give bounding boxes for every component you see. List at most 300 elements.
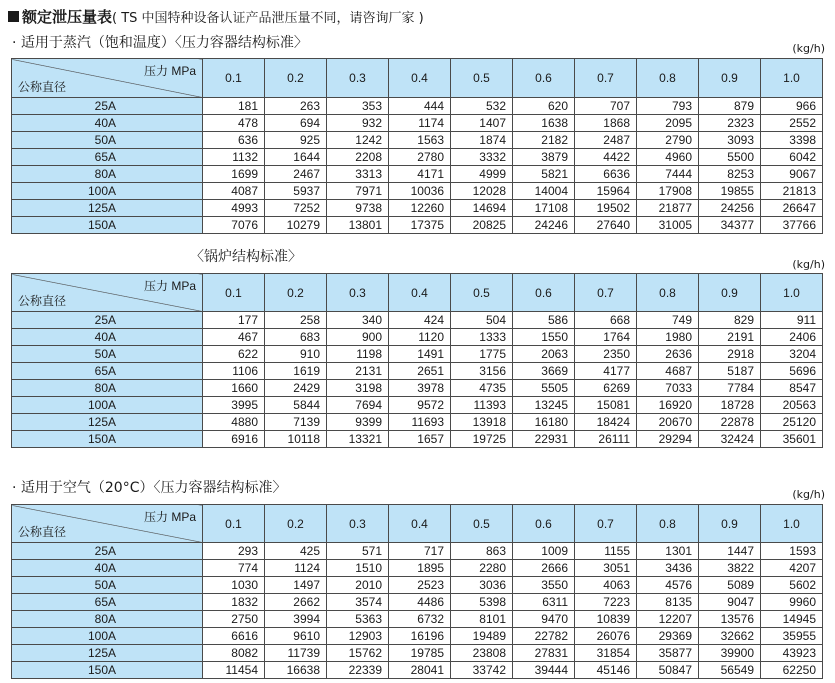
diameter-label: 100A bbox=[12, 397, 203, 414]
flow-value-cell: 5696 bbox=[761, 363, 823, 380]
flow-value-cell: 5363 bbox=[327, 611, 389, 628]
table-row bbox=[12, 543, 823, 560]
flow-value-cell: 3051 bbox=[575, 560, 637, 577]
diameter-label: 80A bbox=[12, 166, 203, 183]
flow-value-cell: 2666 bbox=[513, 560, 575, 577]
table-row bbox=[12, 132, 823, 149]
flow-value-cell: 2662 bbox=[265, 594, 327, 611]
pressure-header: 0.4 bbox=[389, 274, 451, 312]
flow-value-cell: 4993 bbox=[203, 200, 265, 217]
table-row bbox=[12, 662, 823, 679]
flow-value-cell: 12028 bbox=[451, 183, 513, 200]
flow-value-cell: 2406 bbox=[761, 329, 823, 346]
flow-value-cell: 4735 bbox=[451, 380, 513, 397]
pressure-header: 0.7 bbox=[575, 59, 637, 98]
table-row bbox=[12, 397, 823, 414]
flow-value-cell: 6916 bbox=[203, 431, 265, 448]
unit-label: (kg/h) bbox=[792, 42, 825, 55]
flow-value-cell: 863 bbox=[451, 543, 513, 560]
pressure-axis-label: 压力 MPa bbox=[143, 279, 196, 293]
table-row bbox=[12, 645, 823, 662]
diameter-label: 80A bbox=[12, 380, 203, 397]
pressure-header: 0.3 bbox=[327, 505, 389, 543]
flow-value-cell: 879 bbox=[699, 98, 761, 115]
flow-value-cell: 620 bbox=[513, 98, 575, 115]
flow-value-cell: 39900 bbox=[699, 645, 761, 662]
flow-value-cell: 353 bbox=[327, 98, 389, 115]
flow-value-cell: 5505 bbox=[513, 380, 575, 397]
flow-value-cell: 56549 bbox=[699, 662, 761, 679]
flow-value-cell: 910 bbox=[265, 346, 327, 363]
flow-value-cell: 26647 bbox=[761, 200, 823, 217]
table-row bbox=[12, 611, 823, 628]
flow-value-cell: 26076 bbox=[575, 628, 637, 645]
flow-value-cell: 2182 bbox=[513, 132, 575, 149]
flow-value-cell: 9572 bbox=[389, 397, 451, 414]
flow-value-cell: 3398 bbox=[761, 132, 823, 149]
flow-value-cell: 26111 bbox=[575, 431, 637, 448]
diameter-label: 80A bbox=[12, 611, 203, 628]
diameter-label: 50A bbox=[12, 346, 203, 363]
diameter-label: 25A bbox=[12, 312, 203, 329]
flow-value-cell: 4960 bbox=[637, 149, 699, 166]
flow-value-cell: 1550 bbox=[513, 329, 575, 346]
diameter-axis-label: 公称直径 bbox=[18, 294, 67, 308]
flow-value-cell: 50847 bbox=[637, 662, 699, 679]
flow-value-cell: 3995 bbox=[203, 397, 265, 414]
flow-value-cell: 4422 bbox=[575, 149, 637, 166]
flow-value-cell: 1593 bbox=[761, 543, 823, 560]
flow-value-cell: 5821 bbox=[513, 166, 575, 183]
flow-value-cell: 478 bbox=[203, 115, 265, 132]
flow-value-cell: 2208 bbox=[327, 149, 389, 166]
flow-value-cell: 25120 bbox=[761, 414, 823, 431]
flow-value-cell: 10279 bbox=[265, 217, 327, 234]
flow-value-cell: 27640 bbox=[575, 217, 637, 234]
flow-value-cell: 258 bbox=[265, 312, 327, 329]
flow-value-cell: 24256 bbox=[699, 200, 761, 217]
flow-value-cell: 28041 bbox=[389, 662, 451, 679]
flow-value-cell: 425 bbox=[265, 543, 327, 560]
flow-value-cell: 32424 bbox=[699, 431, 761, 448]
table-row bbox=[12, 577, 823, 594]
flow-value-cell: 15081 bbox=[575, 397, 637, 414]
flow-value-cell: 13321 bbox=[327, 431, 389, 448]
diameter-label: 100A bbox=[12, 183, 203, 200]
flow-value-cell: 444 bbox=[389, 98, 451, 115]
flow-value-cell: 1030 bbox=[203, 577, 265, 594]
flow-value-cell: 11393 bbox=[451, 397, 513, 414]
pressure-header: 0.6 bbox=[513, 59, 575, 98]
flow-value-cell: 829 bbox=[699, 312, 761, 329]
flow-value-cell: 3204 bbox=[761, 346, 823, 363]
flow-value-cell: 9470 bbox=[513, 611, 575, 628]
flow-value-cell: 1895 bbox=[389, 560, 451, 577]
diameter-label: 150A bbox=[12, 431, 203, 448]
flow-value-cell: 16638 bbox=[265, 662, 327, 679]
pressure-axis-label: 压力 MPa bbox=[143, 510, 196, 524]
pressure-header: 0.2 bbox=[265, 274, 327, 312]
diameter-label: 65A bbox=[12, 149, 203, 166]
flow-value-cell: 34377 bbox=[699, 217, 761, 234]
flow-value-cell: 39444 bbox=[513, 662, 575, 679]
boiler-caption: 〈锅炉结构标准〉 bbox=[190, 249, 302, 265]
flow-value-cell: 532 bbox=[451, 98, 513, 115]
flow-value-cell: 1832 bbox=[203, 594, 265, 611]
flow-value-cell: 181 bbox=[203, 98, 265, 115]
flow-value-cell: 3156 bbox=[451, 363, 513, 380]
flow-value-cell: 717 bbox=[389, 543, 451, 560]
pressure-header: 0.2 bbox=[265, 505, 327, 543]
flow-value-cell: 27831 bbox=[513, 645, 575, 662]
flow-value-cell: 20670 bbox=[637, 414, 699, 431]
flow-value-cell: 2636 bbox=[637, 346, 699, 363]
table-row bbox=[12, 414, 823, 431]
flow-value-cell: 6636 bbox=[575, 166, 637, 183]
diameter-label: 65A bbox=[12, 594, 203, 611]
flow-value-cell: 7784 bbox=[699, 380, 761, 397]
flow-value-cell: 18424 bbox=[575, 414, 637, 431]
pressure-header: 0.8 bbox=[637, 59, 699, 98]
flow-value-cell: 707 bbox=[575, 98, 637, 115]
table-row bbox=[12, 312, 823, 329]
flow-value-cell: 1242 bbox=[327, 132, 389, 149]
flow-value-cell: 2350 bbox=[575, 346, 637, 363]
flow-value-cell: 9738 bbox=[327, 200, 389, 217]
diameter-label: 40A bbox=[12, 115, 203, 132]
flow-value-cell: 3332 bbox=[451, 149, 513, 166]
flow-value-cell: 2651 bbox=[389, 363, 451, 380]
flow-value-cell: 6042 bbox=[761, 149, 823, 166]
flow-value-cell: 4177 bbox=[575, 363, 637, 380]
flow-value-cell: 340 bbox=[327, 312, 389, 329]
flow-value-cell: 16920 bbox=[637, 397, 699, 414]
flow-value-cell: 3198 bbox=[327, 380, 389, 397]
flow-value-cell: 622 bbox=[203, 346, 265, 363]
flow-value-cell: 35955 bbox=[761, 628, 823, 645]
flow-value-cell: 1132 bbox=[203, 149, 265, 166]
flow-value-cell: 1699 bbox=[203, 166, 265, 183]
flow-value-cell: 1980 bbox=[637, 329, 699, 346]
flow-value-cell: 749 bbox=[637, 312, 699, 329]
unit-label: (kg/h) bbox=[792, 488, 825, 501]
diameter-label: 25A bbox=[12, 98, 203, 115]
flow-value-cell: 3436 bbox=[637, 560, 699, 577]
flow-value-cell: 2523 bbox=[389, 577, 451, 594]
flow-value-cell: 925 bbox=[265, 132, 327, 149]
diameter-label: 65A bbox=[12, 363, 203, 380]
table-row bbox=[12, 594, 823, 611]
steam-boiler-table bbox=[11, 273, 823, 448]
air-vessel-table bbox=[11, 504, 823, 679]
flow-value-cell: 13918 bbox=[451, 414, 513, 431]
pressure-header: 0.5 bbox=[451, 274, 513, 312]
flow-value-cell: 14945 bbox=[761, 611, 823, 628]
flow-value-cell: 1198 bbox=[327, 346, 389, 363]
flow-value-cell: 17108 bbox=[513, 200, 575, 217]
flow-value-cell: 24246 bbox=[513, 217, 575, 234]
flow-value-cell: 19502 bbox=[575, 200, 637, 217]
flow-value-cell: 8135 bbox=[637, 594, 699, 611]
flow-value-cell: 2280 bbox=[451, 560, 513, 577]
flow-value-cell: 10036 bbox=[389, 183, 451, 200]
flow-value-cell: 9047 bbox=[699, 594, 761, 611]
flow-value-cell: 9960 bbox=[761, 594, 823, 611]
pressure-header: 0.1 bbox=[203, 505, 265, 543]
steam-vessel-table bbox=[11, 58, 823, 234]
flow-value-cell: 2191 bbox=[699, 329, 761, 346]
flow-value-cell: 2095 bbox=[637, 115, 699, 132]
flow-value-cell: 4486 bbox=[389, 594, 451, 611]
table-row bbox=[12, 560, 823, 577]
flow-value-cell: 3669 bbox=[513, 363, 575, 380]
flow-value-cell: 22878 bbox=[699, 414, 761, 431]
flow-value-cell: 1510 bbox=[327, 560, 389, 577]
flow-value-cell: 19489 bbox=[451, 628, 513, 645]
flow-value-cell: 20825 bbox=[451, 217, 513, 234]
flow-value-cell: 21813 bbox=[761, 183, 823, 200]
air-vessel-caption: · 适用于空气（20°C）〈压力容器结构标准〉 bbox=[12, 480, 287, 496]
flow-value-cell: 2552 bbox=[761, 115, 823, 132]
diameter-axis-label: 公称直径 bbox=[18, 525, 67, 539]
flow-value-cell: 13801 bbox=[327, 217, 389, 234]
pressure-header: 1.0 bbox=[761, 505, 823, 543]
flow-value-cell: 2750 bbox=[203, 611, 265, 628]
flow-value-cell: 35877 bbox=[637, 645, 699, 662]
diameter-label: 125A bbox=[12, 414, 203, 431]
flow-value-cell: 16196 bbox=[389, 628, 451, 645]
flow-value-cell: 1333 bbox=[451, 329, 513, 346]
flow-value-cell: 4087 bbox=[203, 183, 265, 200]
flow-value-cell: 21877 bbox=[637, 200, 699, 217]
flow-value-cell: 14694 bbox=[451, 200, 513, 217]
flow-value-cell: 22339 bbox=[327, 662, 389, 679]
flow-value-cell: 8101 bbox=[451, 611, 513, 628]
flow-value-cell: 7139 bbox=[265, 414, 327, 431]
unit-label: (kg/h) bbox=[792, 258, 825, 271]
flow-value-cell: 23808 bbox=[451, 645, 513, 662]
pressure-header: 0.5 bbox=[451, 505, 513, 543]
corner-header bbox=[12, 505, 203, 543]
flow-value-cell: 4687 bbox=[637, 363, 699, 380]
heading-text: 额定泄压量表 bbox=[22, 8, 113, 26]
flow-value-cell: 14004 bbox=[513, 183, 575, 200]
flow-value-cell: 1638 bbox=[513, 115, 575, 132]
diameter-label: 40A bbox=[12, 560, 203, 577]
flow-value-cell: 900 bbox=[327, 329, 389, 346]
flow-value-cell: 1491 bbox=[389, 346, 451, 363]
flow-value-cell: 19855 bbox=[699, 183, 761, 200]
flow-value-cell: 2790 bbox=[637, 132, 699, 149]
flow-value-cell: 911 bbox=[761, 312, 823, 329]
pressure-header: 0.7 bbox=[575, 274, 637, 312]
pressure-header: 0.1 bbox=[203, 59, 265, 98]
flow-value-cell: 177 bbox=[203, 312, 265, 329]
flow-value-cell: 2131 bbox=[327, 363, 389, 380]
flow-value-cell: 4999 bbox=[451, 166, 513, 183]
flow-value-cell: 7694 bbox=[327, 397, 389, 414]
flow-value-cell: 12260 bbox=[389, 200, 451, 217]
pressure-header: 0.9 bbox=[699, 505, 761, 543]
flow-value-cell: 12207 bbox=[637, 611, 699, 628]
flow-value-cell: 11454 bbox=[203, 662, 265, 679]
table-row bbox=[12, 115, 823, 132]
pressure-header: 1.0 bbox=[761, 59, 823, 98]
flow-value-cell: 636 bbox=[203, 132, 265, 149]
flow-value-cell: 1009 bbox=[513, 543, 575, 560]
flow-value-cell: 2010 bbox=[327, 577, 389, 594]
flow-value-cell: 5844 bbox=[265, 397, 327, 414]
pressure-axis-label: 压力 MPa bbox=[143, 64, 196, 78]
flow-value-cell: 5500 bbox=[699, 149, 761, 166]
pressure-header: 0.8 bbox=[637, 274, 699, 312]
flow-value-cell: 45146 bbox=[575, 662, 637, 679]
diameter-label: 125A bbox=[12, 200, 203, 217]
flow-value-cell: 5089 bbox=[699, 577, 761, 594]
pressure-header: 0.9 bbox=[699, 274, 761, 312]
flow-value-cell: 2918 bbox=[699, 346, 761, 363]
pressure-header: 0.4 bbox=[389, 505, 451, 543]
diameter-label: 25A bbox=[12, 543, 203, 560]
pressure-header: 0.9 bbox=[699, 59, 761, 98]
flow-value-cell: 5602 bbox=[761, 577, 823, 594]
pressure-header: 0.3 bbox=[327, 59, 389, 98]
flow-value-cell: 29369 bbox=[637, 628, 699, 645]
heading-note: ( TS 中国特种设备认证产品泄压量不同，请咨询厂家 ) bbox=[112, 11, 424, 26]
pressure-header: 0.5 bbox=[451, 59, 513, 98]
flow-value-cell: 2467 bbox=[265, 166, 327, 183]
flow-value-cell: 11739 bbox=[265, 645, 327, 662]
flow-value-cell: 6269 bbox=[575, 380, 637, 397]
flow-value-cell: 5937 bbox=[265, 183, 327, 200]
table-row bbox=[12, 98, 823, 115]
flow-value-cell: 19785 bbox=[389, 645, 451, 662]
flow-value-cell: 1868 bbox=[575, 115, 637, 132]
flow-value-cell: 1563 bbox=[389, 132, 451, 149]
diameter-label: 150A bbox=[12, 217, 203, 234]
flow-value-cell: 18728 bbox=[699, 397, 761, 414]
diameter-label: 125A bbox=[12, 645, 203, 662]
flow-value-cell: 13245 bbox=[513, 397, 575, 414]
flow-value-cell: 22782 bbox=[513, 628, 575, 645]
diameter-label: 150A bbox=[12, 662, 203, 679]
flow-value-cell: 35601 bbox=[761, 431, 823, 448]
flow-value-cell: 1120 bbox=[389, 329, 451, 346]
pressure-header: 1.0 bbox=[761, 274, 823, 312]
table-row bbox=[12, 183, 823, 200]
flow-value-cell: 3994 bbox=[265, 611, 327, 628]
flow-value-cell: 8253 bbox=[699, 166, 761, 183]
flow-value-cell: 7033 bbox=[637, 380, 699, 397]
flow-value-cell: 1619 bbox=[265, 363, 327, 380]
pressure-header: 0.6 bbox=[513, 505, 575, 543]
flow-value-cell: 5187 bbox=[699, 363, 761, 380]
flow-value-cell: 424 bbox=[389, 312, 451, 329]
flow-value-cell: 10118 bbox=[265, 431, 327, 448]
flow-value-cell: 2429 bbox=[265, 380, 327, 397]
flow-value-cell: 62250 bbox=[761, 662, 823, 679]
diameter-label: 40A bbox=[12, 329, 203, 346]
flow-value-cell: 3879 bbox=[513, 149, 575, 166]
flow-value-cell: 3313 bbox=[327, 166, 389, 183]
flow-value-cell: 19725 bbox=[451, 431, 513, 448]
flow-value-cell: 7444 bbox=[637, 166, 699, 183]
flow-value-cell: 4576 bbox=[637, 577, 699, 594]
flow-value-cell: 7252 bbox=[265, 200, 327, 217]
flow-value-cell: 2487 bbox=[575, 132, 637, 149]
flow-value-cell: 1660 bbox=[203, 380, 265, 397]
flow-value-cell: 1301 bbox=[637, 543, 699, 560]
square-bullet-icon bbox=[8, 11, 19, 22]
flow-value-cell: 7971 bbox=[327, 183, 389, 200]
pressure-header: 0.7 bbox=[575, 505, 637, 543]
table-row bbox=[12, 346, 823, 363]
flow-value-cell: 12903 bbox=[327, 628, 389, 645]
flow-value-cell: 9399 bbox=[327, 414, 389, 431]
flow-value-cell: 668 bbox=[575, 312, 637, 329]
flow-value-cell: 16180 bbox=[513, 414, 575, 431]
flow-value-cell: 694 bbox=[265, 115, 327, 132]
table-row bbox=[12, 380, 823, 397]
flow-value-cell: 571 bbox=[327, 543, 389, 560]
diameter-label: 50A bbox=[12, 577, 203, 594]
flow-value-cell: 1657 bbox=[389, 431, 451, 448]
flow-value-cell: 774 bbox=[203, 560, 265, 577]
flow-value-cell: 15762 bbox=[327, 645, 389, 662]
pressure-header: 0.8 bbox=[637, 505, 699, 543]
flow-value-cell: 7223 bbox=[575, 594, 637, 611]
flow-value-cell: 1447 bbox=[699, 543, 761, 560]
flow-value-cell: 966 bbox=[761, 98, 823, 115]
flow-value-cell: 1775 bbox=[451, 346, 513, 363]
flow-value-cell: 6311 bbox=[513, 594, 575, 611]
table-row bbox=[12, 217, 823, 234]
flow-value-cell: 1106 bbox=[203, 363, 265, 380]
flow-value-cell: 11693 bbox=[389, 414, 451, 431]
flow-value-cell: 683 bbox=[265, 329, 327, 346]
flow-value-cell: 22931 bbox=[513, 431, 575, 448]
flow-value-cell: 4880 bbox=[203, 414, 265, 431]
flow-value-cell: 20563 bbox=[761, 397, 823, 414]
table-row bbox=[12, 628, 823, 645]
flow-value-cell: 3036 bbox=[451, 577, 513, 594]
flow-value-cell: 1874 bbox=[451, 132, 513, 149]
diameter-label: 50A bbox=[12, 132, 203, 149]
flow-value-cell: 1764 bbox=[575, 329, 637, 346]
flow-value-cell: 504 bbox=[451, 312, 513, 329]
table-row bbox=[12, 329, 823, 346]
flow-value-cell: 5398 bbox=[451, 594, 513, 611]
flow-value-cell: 31854 bbox=[575, 645, 637, 662]
flow-value-cell: 8082 bbox=[203, 645, 265, 662]
flow-value-cell: 6732 bbox=[389, 611, 451, 628]
flow-value-cell: 17375 bbox=[389, 217, 451, 234]
flow-value-cell: 3550 bbox=[513, 577, 575, 594]
page-title bbox=[8, 6, 424, 27]
flow-value-cell: 10839 bbox=[575, 611, 637, 628]
flow-value-cell: 29294 bbox=[637, 431, 699, 448]
flow-value-cell: 43923 bbox=[761, 645, 823, 662]
flow-value-cell: 1407 bbox=[451, 115, 513, 132]
flow-value-cell: 31005 bbox=[637, 217, 699, 234]
flow-value-cell: 3822 bbox=[699, 560, 761, 577]
flow-value-cell: 2323 bbox=[699, 115, 761, 132]
pressure-header: 0.6 bbox=[513, 274, 575, 312]
flow-value-cell: 4207 bbox=[761, 560, 823, 577]
flow-value-cell: 33742 bbox=[451, 662, 513, 679]
flow-value-cell: 13576 bbox=[699, 611, 761, 628]
steam-vessel-caption: · 适用于蒸汽（饱和温度）〈压力容器结构标准〉 bbox=[12, 35, 308, 51]
